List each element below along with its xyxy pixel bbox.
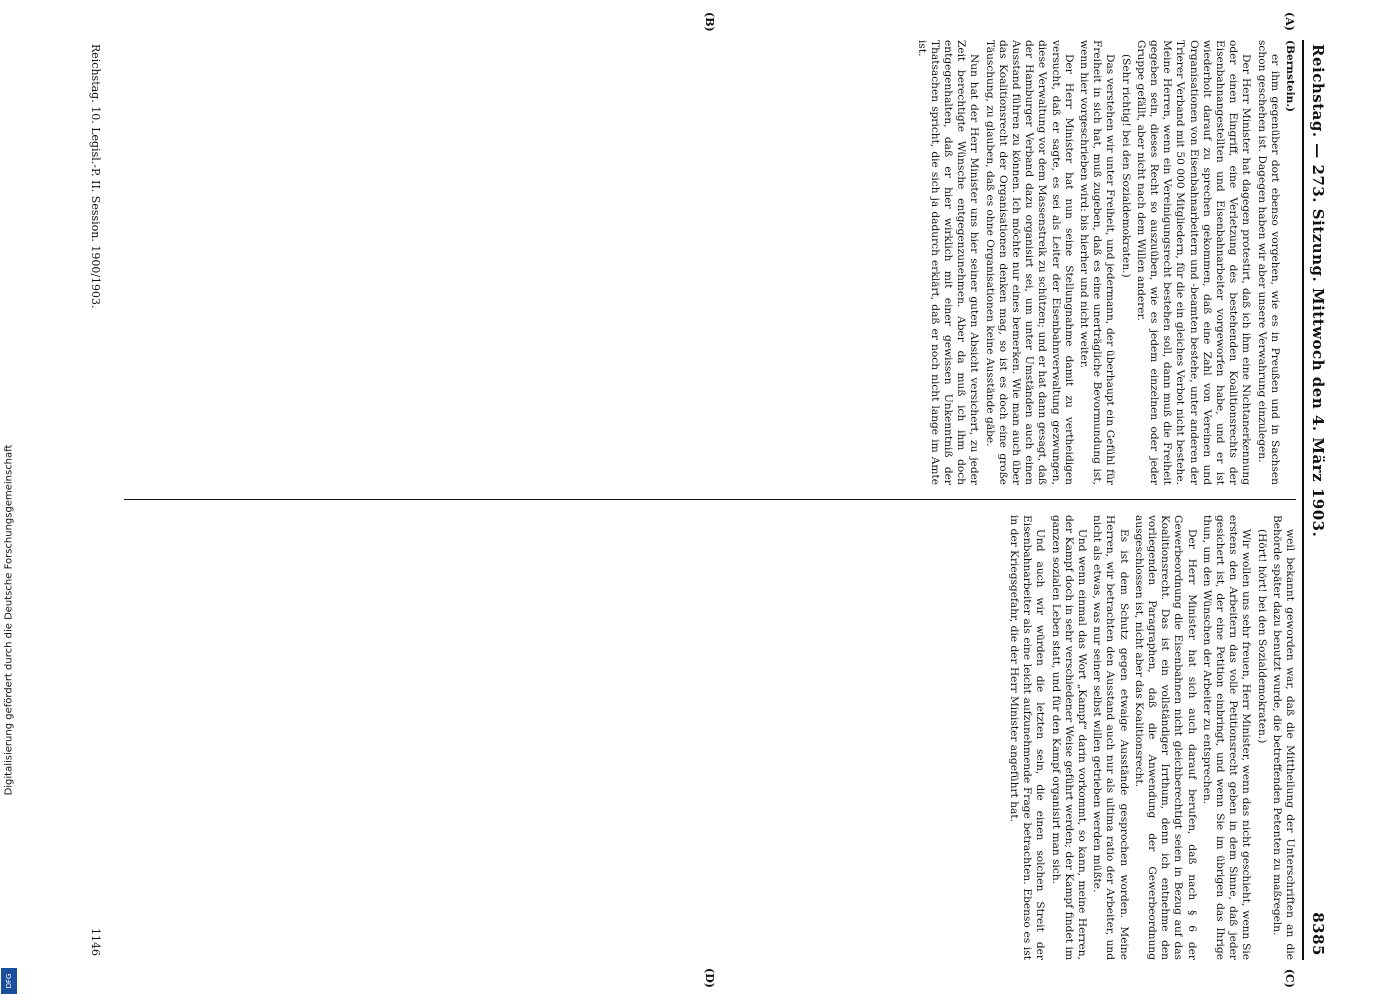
margin-marker-b: (B) <box>703 12 716 32</box>
page-footer <box>80 40 110 960</box>
digitization-credit <box>2 250 16 990</box>
margin-marker-a: (A) <box>1283 12 1296 31</box>
rotated-page-content <box>80 12 1330 988</box>
left-column <box>124 40 1296 485</box>
document-page <box>80 12 1330 988</box>
paragraph: Und wenn einmal das Wort „Kampf“ darin vorkommt, so kann, meine Herren, der Kampf doch in sehr verschiedener Weise geführt werden; der Kampf findet im ganzen sozialen Leben statt, und für den Kampf organisirt man sich. <box>1049 515 1088 960</box>
footer-page-number: 1146 <box>89 928 102 956</box>
paragraph: (Hört! hört! bei den Sozialdemokraten.) <box>1255 529 1268 744</box>
paragraph: weil bekannt geworden war, daß die Mittheilung der Unterschriften an die Behörde später dazu benutzt wurde, die betreffenden Petenten zu maßregeln. <box>1270 515 1296 960</box>
paragraph: er ihm gegenüber dort ebenso vorgehen, wie es in Preußen und in Sachsen schon geschehen ist. Dagegen haben wir aber unsere Verwahrung einzulegen. <box>1255 40 1281 485</box>
page-header <box>1302 40 1330 960</box>
paragraph: Wir wollen uns sehr freuen, Herr Minister, wenn das nicht geschieht, wenn Sie erstens den Arbeitern das volle Petitionsrecht geben in dem Sinne, daß jeder gesichert ist, der eine Petition einbringt, und wenn Sie im übrigen das Ihrige thun, um den Wünschen der Arbeiter zu entsprechen. <box>1200 515 1253 960</box>
paragraph: Und auch wir würden die letzten sein, die einen solchen Streit der Eisenbahnarbeiter als eine leicht aufzunehmende Frage betrachten. Ebenso es ist in der Kriegsgefahr, die der Herr Minister angeführt hat. <box>1007 515 1047 960</box>
paragraph: Der Herr Minister hat dagegen protestirt, daß ich ihm eine Nichtanerkennung oder einen Eingriff, eine Verletzung des bestehenden Koalitionsrechts der Eisenbahnangestellten und Eisenbahnarbeiter vorgeworfen habe, und er ist wiederholt darauf zu sprechen gekommen, daß eine Zahl von Vereinen und Organisationen von Eisenbahnarbeitern und -beamten bestehe, unter anderen der Trierer Verband mit 50 000 Mitgliedern, für die ein gleiches Verbot nicht bestehe. Meine Herren, wenn ein Vereinigungsrecht bestehen soll, dann muß die Freiheit gegeben sein, dieses Recht so auszuüben, wie es jedem einzelnen oder jeder Gruppe gefällt, aber nicht nach dem Willen anderer. <box>1134 40 1253 485</box>
dfg-logo <box>1 968 17 994</box>
speaker-name: (Bernstein.) <box>1284 40 1296 113</box>
header-title: Reichstag. — 273. Sitzung. Mittwoch den 4. März 1903. <box>1309 44 1327 538</box>
paragraph: (Sehr richtig! bei den Sozialdemokraten.) <box>1119 54 1132 278</box>
dfg-logo-text: DFG <box>5 973 13 989</box>
page-number: 8385 <box>1309 912 1327 956</box>
paragraph: Es ist dem Schutz gegen etwaige Ausstände gesprochen worden. Meine Herren, wir betrachten den Ausstand auch nur als ultima ratio der Arbeiter, und nicht als etwas, was nur seiner selbst willen getrieben werden müßte. <box>1091 515 1130 960</box>
margin-marker-d: (D) <box>703 968 716 988</box>
column-divider <box>124 499 1296 500</box>
paragraph: Nun hat der Herr Minister uns hier seiner guten Absicht versichert, zu jeder Zeit berechtigte Wünsche entgegenzunehmen. Aber da muß ich ihm doch entgegenhalten, daß er hier wirklich mit einer gewissen Unkenntniß der Thatsachen spricht, die sich ja dadurch erklärt, daß er noch nicht lange im Amte ist. <box>915 40 981 485</box>
paragraph: Der Herr Minister hat nun seine Stellungnahme damit zu vertheidigen versucht, daß er sagte, es sei als Leiter der Eisenbahnverwaltung gezwungen, diese Verwaltung vor dem Massenstreik zu schützen; und er hat dann gesagt, daß der Hamburger Verband dazu organisirt sei, um unter Umständen auch einen Ausstand führen zu können. Ich möchte nur eines bemerken. Wie man auch über das Koalitionsrecht der Organisationen denken mag, so ist es doch eine große Täuschung, zu glauben, daß es ohne Organisationen keine Ausstände gäbe. <box>983 40 1075 485</box>
paragraph: Das verstehen wir unter Freiheit, und jedermann, der überhaupt ein Gefühl für Freiheit in sich hat, muß zugeben, daß es eine unerträgliche Bevormundung ist, wenn hier vorgeschrieben wird: bis hierher und nicht weiter. <box>1077 40 1117 485</box>
paragraph: Der Herr Minister hat sich auch darauf berufen, daß nach § 6 der Gewerbeordnung die Eisenbahnen nicht gleichberechtigt seien in Bezug auf das Koalitionsrecht. Das ist ein vollständiger Irrthum, denn ich entnehme den vorliegenden Paragraphen, daß die Anwendung der Gewerbeordnung ausgeschlossen ist, nicht aber das Koalitionsrecht. <box>1132 515 1198 960</box>
text-columns <box>124 12 1296 988</box>
footer-source: Reichstag. 10. Legisl.-P. II. Session. 1900/1903. <box>89 44 102 309</box>
credit-text: Digitalisierung gefördert durch die Deutsche Forschungsgemeinschaft <box>3 444 15 796</box>
margin-marker-c: (C) <box>1283 968 1296 988</box>
right-column <box>124 515 1296 960</box>
